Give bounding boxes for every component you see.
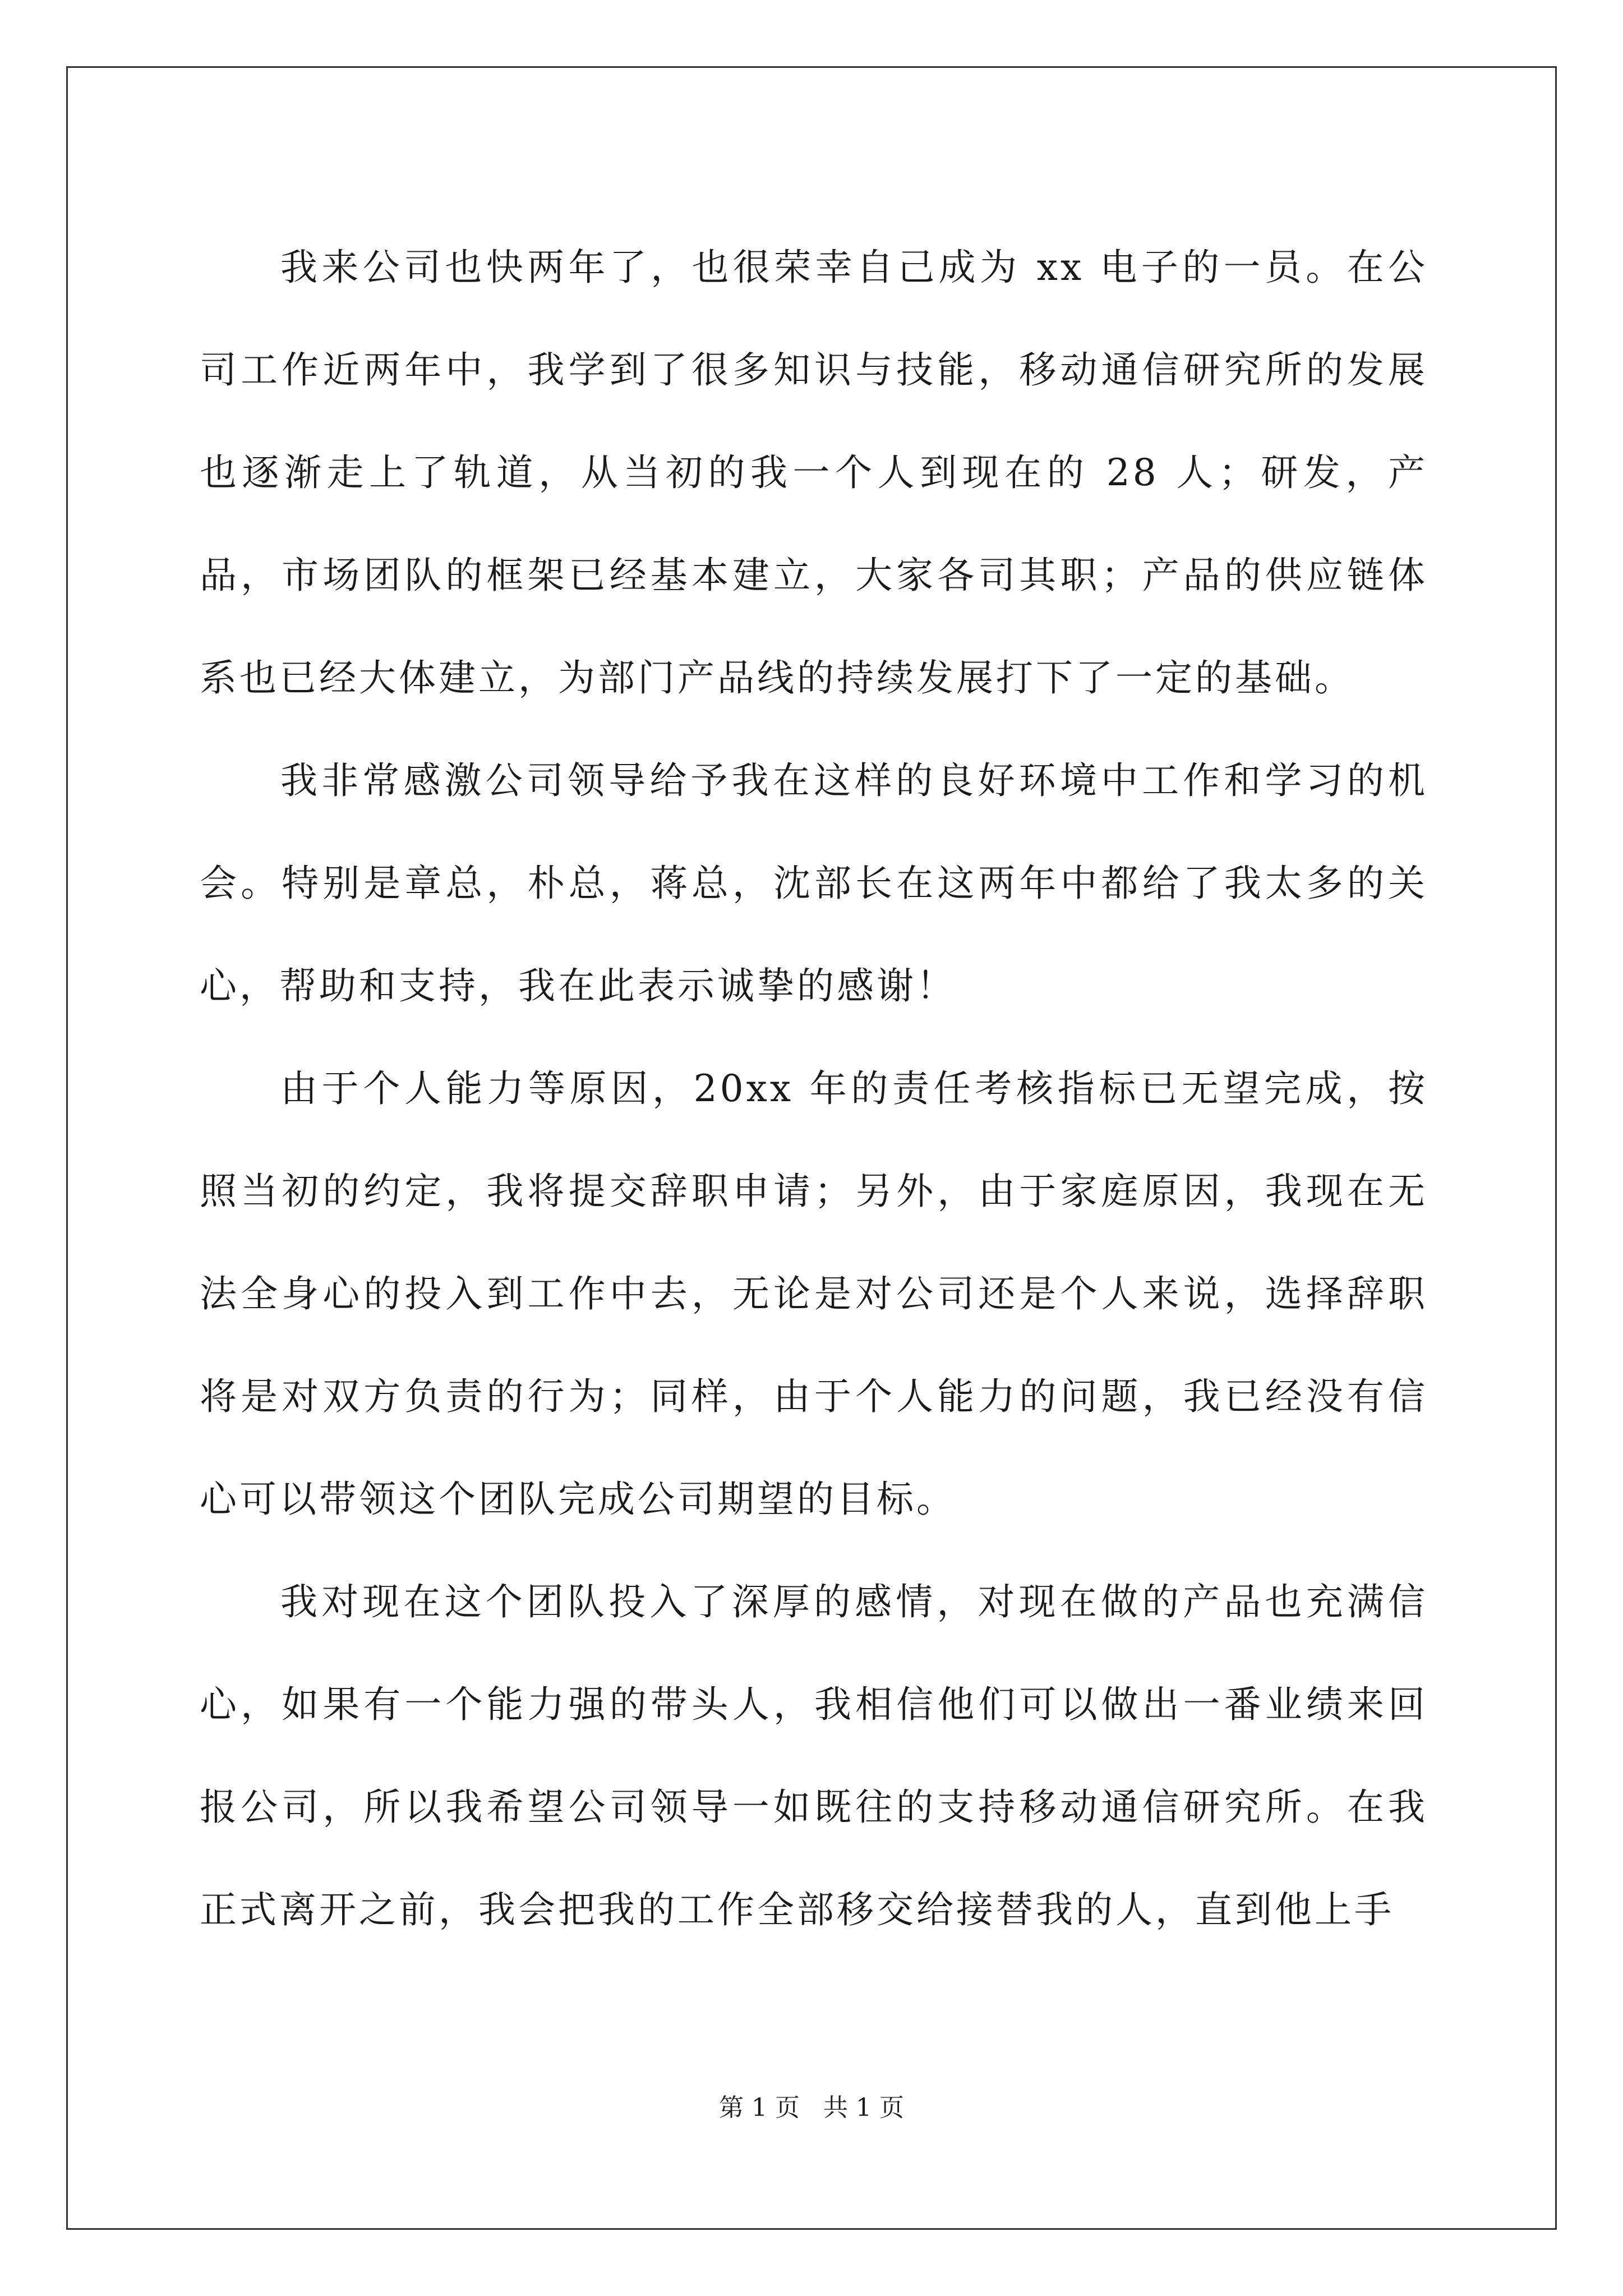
page-number-current: 第 1 页 bbox=[719, 2093, 800, 2122]
paragraph-1: 我来公司也快两年了，也很荣幸自己成为 xx 电子的一员。在公司工作近两年中，我学到了很多知识与技能，移动通信研究所的发展也逐渐走上了轨道，从当初的我一个人到现在的 28 人；研发，产品，市场团队的框架已经基本建立，大家各司其职；产品的供应链体系也已经大体建立，为部门产品线的持续发展打下了一定的基础。 bbox=[200, 246, 1428, 700]
page-footer bbox=[0, 2091, 1623, 2125]
paragraph-3: 由于个人能力等原因，20xx 年的责任考核指标已无望完成，按照当初的约定，我将提交辞职申请；另外，由于家庭原因，我现在无法全身心的投入到工作中去，无论是对公司还是个人来说，选择辞职将是对双方负责的行为；同样，由于个人能力的问题，我已经没有信心可以带领这个团队完成公司期望的目标。 bbox=[200, 1067, 1428, 1521]
page-number-total: 共 1 页 bbox=[823, 2093, 904, 2122]
paragraph-4: 我对现在这个团队投入了深厚的感情，对现在做的产品也充满信心，如果有一个能力强的带头人，我相信他们可以做出一番业绩来回报公司，所以我希望公司领导一如既往的支持移动通信研究所。在我正式离开之前，我会把我的工作全部移交给接替我的人，直到他上手 bbox=[200, 1580, 1428, 1931]
document-body bbox=[200, 216, 1428, 1961]
paragraph-2: 我非常感激公司领导给予我在这样的良好环境中工作和学习的机会。特别是章总，朴总，蒋总，沈部长在这两年中都给了我太多的关心，帮助和支持，我在此表示诚挚的感谢！ bbox=[200, 759, 1428, 1007]
